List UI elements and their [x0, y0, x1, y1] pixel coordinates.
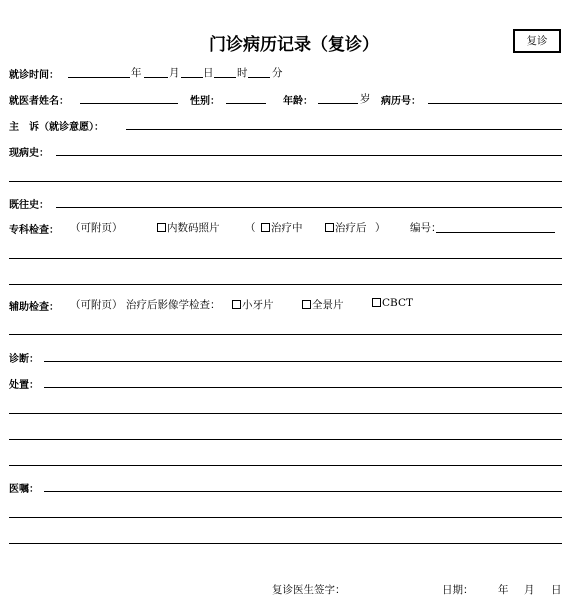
record-number-label: 病历号：	[381, 96, 421, 107]
checkbox-icon[interactable]	[232, 300, 241, 309]
page-title: 门诊病历记录（复诊）	[209, 35, 379, 55]
panoramic-option[interactable]	[302, 297, 344, 312]
treatment-field-2[interactable]	[9, 413, 562, 414]
number-label: 编号：	[410, 222, 442, 234]
visit-time-label: 就诊时间：	[9, 70, 59, 81]
intraoral-photo-label: 内数码照片	[167, 222, 220, 234]
record-number-field[interactable]	[428, 103, 562, 104]
during-treatment-label: 治疗中	[271, 222, 303, 234]
cbct-label: CBCT	[382, 297, 413, 309]
present-illness-field-2[interactable]	[9, 181, 562, 182]
footer-day: 日	[551, 584, 562, 596]
past-history-label: 既往史：	[9, 200, 49, 211]
minute-unit: 分	[272, 67, 283, 79]
present-illness-field[interactable]	[56, 155, 562, 156]
cbct-option[interactable]	[372, 297, 413, 309]
day-unit: 日	[203, 67, 214, 79]
patient-name-label: 就医者姓名：	[9, 96, 69, 107]
diagnosis-label: 诊断：	[9, 354, 39, 365]
checkbox-icon[interactable]	[302, 300, 311, 309]
after-treatment-label: 治疗后	[335, 222, 367, 234]
medical-advice-field-3[interactable]	[9, 543, 562, 544]
month-unit: 月	[169, 67, 180, 79]
footer-month: 月	[524, 584, 535, 596]
year-field[interactable]	[68, 77, 130, 78]
hour-field[interactable]	[214, 77, 236, 78]
after-treatment-option[interactable]	[325, 220, 367, 235]
specialist-exam-field-2[interactable]	[9, 284, 562, 285]
treatment-field-3[interactable]	[9, 439, 562, 440]
medical-advice-field-1[interactable]	[44, 491, 562, 492]
medical-advice-field-2[interactable]	[9, 517, 562, 518]
treatment-field-1[interactable]	[44, 387, 562, 388]
chief-complaint-field[interactable]	[126, 129, 562, 130]
auxiliary-exam-field[interactable]	[9, 334, 562, 335]
checkbox-icon[interactable]	[325, 223, 334, 232]
diagnosis-field[interactable]	[44, 361, 562, 362]
day-field[interactable]	[181, 77, 203, 78]
open-paren: （	[245, 222, 256, 234]
gender-field[interactable]	[226, 103, 266, 104]
age-field[interactable]	[318, 103, 358, 104]
treatment-label: 处置：	[9, 380, 39, 391]
present-illness-label: 现病史：	[9, 148, 49, 159]
age-unit: 岁	[360, 93, 371, 105]
month-field[interactable]	[144, 77, 168, 78]
date-label: 日期：	[442, 584, 474, 596]
close-paren: ）	[375, 222, 386, 234]
medical-advice-label: 医嘱：	[9, 484, 39, 495]
imaging-label: 治疗后影像学检查：	[126, 299, 221, 311]
year-unit: 年	[131, 67, 142, 79]
small-film-label: 小牙片	[242, 299, 274, 311]
panoramic-label: 全景片	[312, 299, 344, 311]
auxiliary-exam-label: 辅助检查：	[9, 302, 59, 313]
revisit-badge: 复诊	[513, 29, 561, 53]
checkbox-icon[interactable]	[372, 298, 381, 307]
checkbox-icon[interactable]	[261, 223, 270, 232]
patient-name-field[interactable]	[80, 103, 178, 104]
specialist-attach-note: （可附页）	[70, 222, 123, 234]
age-label: 年龄：	[283, 96, 313, 107]
checkbox-icon[interactable]	[157, 223, 166, 232]
during-treatment-option[interactable]	[261, 220, 303, 235]
gender-label: 性别：	[190, 96, 220, 107]
chief-complaint-label: 主 诉（就诊意愿）：	[9, 122, 104, 133]
past-history-field[interactable]	[56, 207, 562, 208]
minute-field[interactable]	[248, 77, 270, 78]
doctor-signature-label: 复诊医生签字：	[272, 584, 346, 596]
footer-year: 年	[498, 584, 509, 596]
treatment-field-4[interactable]	[9, 465, 562, 466]
intraoral-photo-option[interactable]	[157, 220, 220, 235]
hour-unit: 时	[237, 67, 248, 79]
small-film-option[interactable]	[232, 297, 274, 312]
specialist-exam-field-1[interactable]	[9, 258, 562, 259]
specialist-exam-label: 专科检查：	[9, 225, 59, 236]
number-field[interactable]	[436, 232, 555, 233]
auxiliary-attach-note: （可附页）	[70, 299, 123, 311]
